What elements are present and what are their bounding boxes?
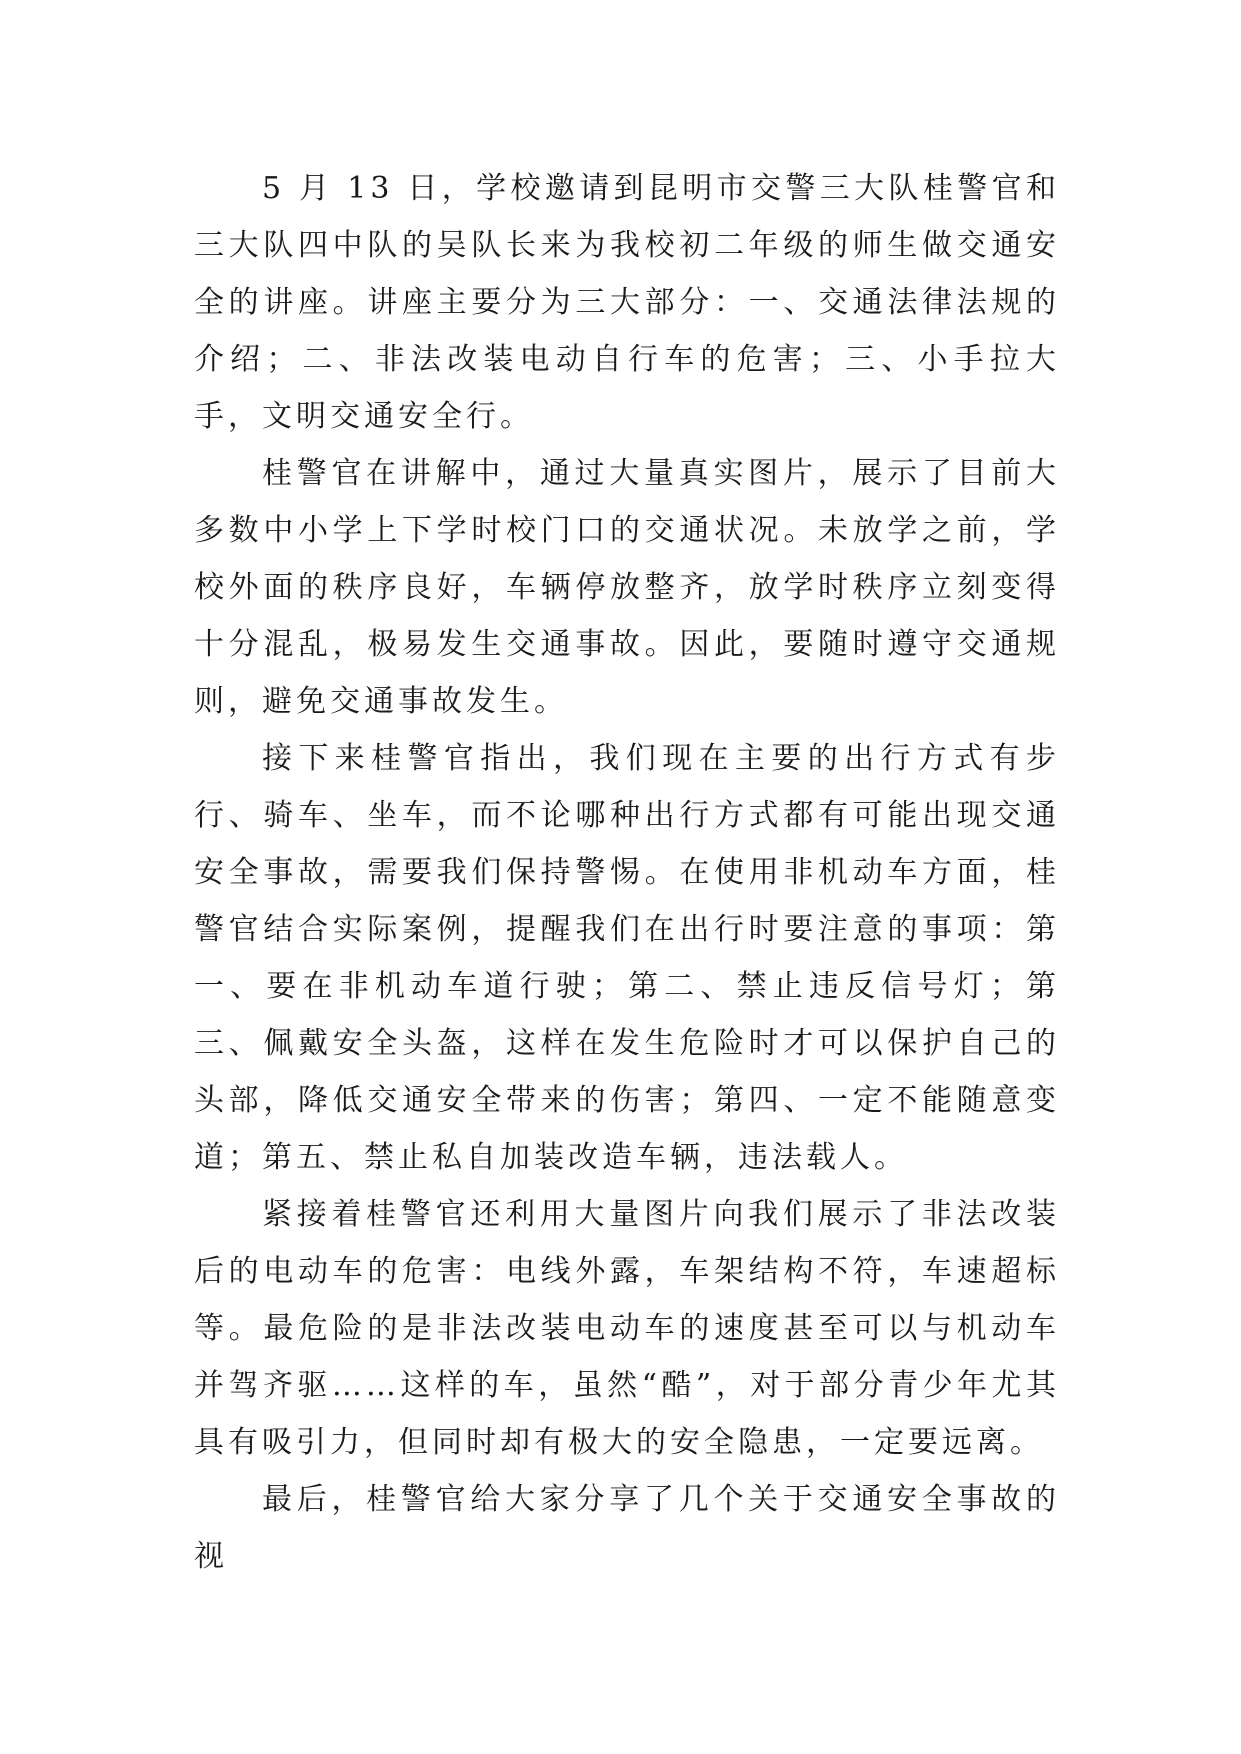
paragraph-5: 最后，桂警官给大家分享了几个关于交通安全事故的视 bbox=[194, 1482, 1060, 1574]
document-body bbox=[194, 160, 1060, 1585]
paragraph-3: 接下来桂警官指出，我们现在主要的出行方式有步行、骑车、坐车，而不论哪种出行方式都有可能出现交通安全事故，需要我们保持警惕。在使用非机动车方面，桂警官结合实际案例，提醒我们在出行时要注意的事项：第一、要在非机动车道行驶；第二、禁止违反信号灯；第三、佩戴安全头盔，这样在发生危险时才可以保护自己的头部，降低交通安全带来的伤害；第四、一定不能随意变道；第五、禁止私自加装改造车辆，违法载人。 bbox=[194, 741, 1060, 1175]
paragraph-4: 紧接着桂警官还利用大量图片向我们展示了非法改装后的电动车的危害：电线外露，车架结构不符，车速超标等。最危险的是非法改装电动车的速度甚至可以与机动车并驾齐驱……这样的车，虽然“酷”，对于部分青少年尤其具有吸引力，但同时却有极大的安全隐患，一定要远离。 bbox=[194, 1197, 1060, 1460]
paragraph-1: 5 月 13 日，学校邀请到昆明市交警三大队桂警官和三大队四中队的吴队长来为我校初二年级的师生做交通安全的讲座。讲座主要分为三大部分：一、交通法律法规的介绍；二、非法改装电动自行车的危害；三、小手拉大手，文明交通安全行。 bbox=[194, 171, 1060, 434]
paragraph-2: 桂警官在讲解中，通过大量真实图片，展示了目前大多数中小学上下学时校门口的交通状况。未放学之前，学校外面的秩序良好，车辆停放整齐，放学时秩序立刻变得十分混乱，极易发生交通事故。因此，要随时遵守交通规则，避免交通事故发生。 bbox=[194, 456, 1060, 719]
